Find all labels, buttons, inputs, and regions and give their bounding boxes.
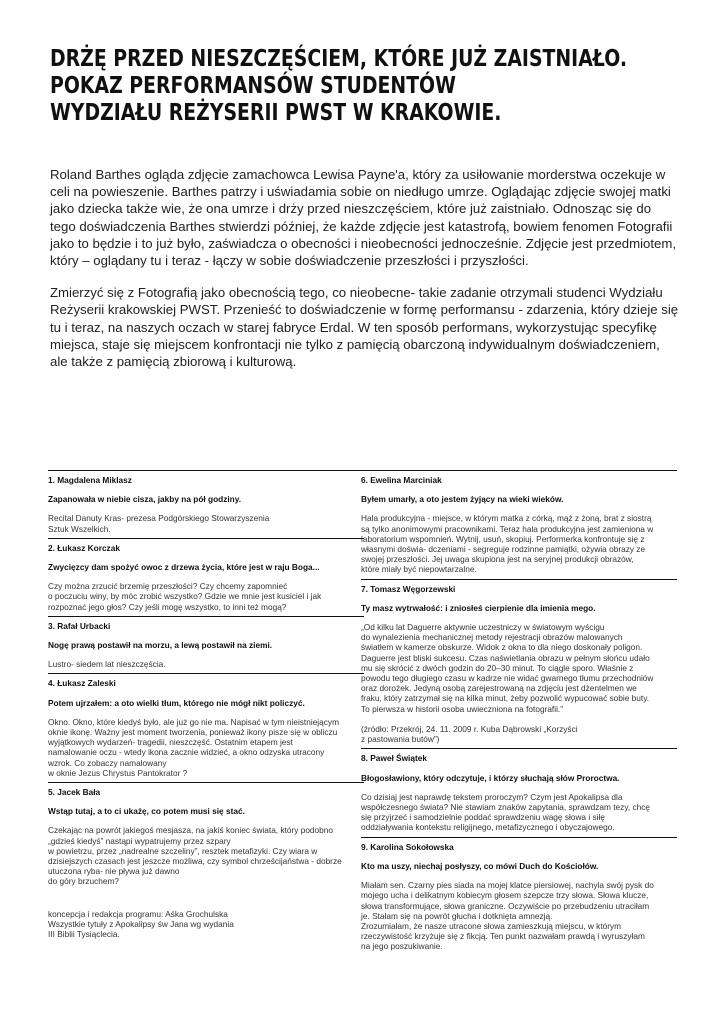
- performer-name: 6. Ewelina Marciniak: [361, 475, 442, 485]
- page-title: [50, 46, 628, 127]
- performer-name: 1. Magdalena Miklasz: [48, 475, 132, 485]
- program-entry: [48, 470, 364, 534]
- intro-paragraph-2: Zmierzyć się z Fotografią jako obecnością tego, co nieobecne- takie zadanie otrzymali studenci Wydziału Reżyserii krakowskiej PWST. Przenieść to doświadczenie w formę performansu - zdarzenia, który dzieje się tu i teraz, na naszych oczach w starej fabryce Erdal. W ten sposób performans, wykorzystując specyfikę miejsca, staje się miejscem konfrontacji nie tylko z pamięcią obarczoną indywidualnym doświadczeniem, ale także z pamięcią zbiorową i kulturową.: [50, 285, 679, 370]
- program-entry: [48, 673, 364, 778]
- program-entry: [361, 470, 677, 575]
- performance-title: Zwycięzcy dam spożyć owoc z drzewa życia, które jest w raju Boga...: [48, 562, 320, 573]
- performance-title: Błogosławiony, który odczytuje, i którzy słuchają słów Proroctwa.: [361, 772, 620, 783]
- performance-title: Ty masz wytrwałość: i zniosłeś cierpienie dla imienia mego.: [361, 602, 596, 613]
- performance-title: Nogę prawą postawił na morzu, a lewą postawił na ziemi.: [48, 640, 273, 651]
- performance-description: Hala produkcyjna - miejsce, w którym matka z córką, mąż z żoną, brat z siostrą są tylko anonimowymi pracownikami. Teraz hala produkcyjna jest zamieniona w laboratorium wspomnień. Wytnij, usuń, skopiuj. Performerka konfrontuje się z własnymi doświa- dczeniami - segreguje rodzinne pamiątki, ożywia obrazy ze swojej przeszłości. Jej uwaga skupiona jest na seryjnej produkcji obrazów, które miały być niepowtarzalne.: [361, 513, 654, 575]
- performance-description: Czekając na powrót jakiegoś mesjasza, na jakiś koniec świata, który podobno „gdzieś kiedyś” nastąpi wypatrujemy przez szpary w powietrzu, przez „nadrealne szczeliny”, resztek metafizyki. Czy wiara w dzisiejszych czasach jest jeszcze możliwa, czy symbol chrześcijaństwa - dobrze utuczona ryba- nie pływa już dawno do góry brzuchem?: [48, 825, 342, 887]
- performer-name: 7. Tomasz Węgorzewski: [361, 583, 456, 594]
- performance-description: „Od kilku lat Daguerre aktywnie uczestniczy w światowym wyścigu do wynalezienia mechanicznej metody rejestracji obrazów malowanych światłem w kamerze obskurze. Widok z okna to dla niego doskonały poligon. Daguerre jest bliski sukcesu. Czas naświetlania obrazu w pełnym słońcu udało mu się skrócić z dwóch godzin do 20–30 minut. To ciągle sporo. Właśnie z powodu tego długiego czasu w kadrze nie widać gwarnego tłumu przechodniów oraz dorożek. Jedyną osobą zarejestrowaną na zdjęciu jest dżentelmen we fraku, który zatrzymał się na kilka minut, żeby pozwolić wypucować sobie buty. To pierwsza w historii osoba uwieczniona na fotografii.” (źródło: Przekrój, 24. 11. 2009 r. Kuba Dąbrowski „Korzyści z pastowania butów”): [361, 622, 654, 745]
- performance-description: Czy można zrzucić brzemię przeszłości? Czy chcemy zapomnieć o poczuciu winy, by móc zrobić wszystko? Gdzie we mnie jest kusiciel i jak rozpoznać jego głos? Czy jeśli mogę wszystko, to inni też mogą?: [48, 581, 322, 612]
- performance-title: Byłem umarły, a oto jestem żyjący na wieki wieków.: [361, 494, 564, 505]
- performer-name: 8. Paweł Świątek: [361, 753, 427, 764]
- title-line-2: POKAZ PERFORMANSÓW STUDENTÓW: [50, 73, 456, 99]
- program-column-left: [48, 470, 364, 939]
- performance-title: Kto ma uszy, niechaj posłyszy, co mówi Duch do Kościołów.: [361, 860, 599, 871]
- program-entry: [48, 616, 364, 670]
- program-entry: [361, 748, 677, 832]
- performance-description: Recital Danuty Kras- prezesa Podgórskiego Stowarzyszenia Sztuk Wszelkich.: [48, 513, 270, 534]
- title-line-1: DRŻĘ PRZED NIESZCZĘŚCIEM, KTÓRE JUŻ ZAISTNIAŁO.: [50, 46, 628, 72]
- performer-name: 9. Karolina Sokołowska: [361, 841, 454, 852]
- program-column-right: [361, 470, 677, 956]
- performance-description: Co dzisiaj jest naprawdę tekstem proroczym? Czym jest Apokalipsa dla współczesnego świata? Nie stawiam znaków zapytania, sprawdzam tezy, chcę się przyjrzeć i samodzielnie poddać sprawdzeniu wagę słowa i siłę oddziaływania kontekstu religijnego, metafizycznego i obyczajowego.: [361, 791, 650, 833]
- intro-section: [50, 166, 680, 385]
- performance-title: Potem ujrzałem: a oto wielki tłum, którego nie mógł nikt policzyć.: [48, 697, 305, 708]
- program-entry: [48, 782, 364, 887]
- program-entry: [361, 837, 677, 952]
- performer-name: 4. Łukasz Zaleski: [48, 678, 116, 689]
- title-line-3: WYDZIAŁU REŻYSERII PWST W KRAKOWIE.: [50, 100, 502, 126]
- intro-paragraph-1: Roland Barthes ogląda zdjęcie zamachowca Lewisa Payne'a, który za usiłowanie morderstwa oczekuje w celi na powieszenie. Barthes patrzy i uświadamia sobie on niedługo umrze. Oglądając zdjęcie swojej matki jako dziecka także wie, że ona umrze i drży przed nieszczęściem, które już zaistniało. Odnosząc się do tego doświadczenia Barthes stwierdzi później, że każde zdjęcie jest katastrofą, bowiem fenomen Fotografii jako to będzie i to już było, zaświadcza o obecności i nieobecności jednocześnie. Zdjęcie jest przedmiotem, który – oglądany tu i teraz - łączy w sobie doświadczenie przeszłości i przyszłości.: [50, 167, 677, 269]
- performer-name: 2. Łukasz Korczak: [48, 542, 120, 553]
- performance-description: Okno. Okno, które kiedyś było, ale już go nie ma. Napisać w tym nieistniejącym oknie ikonę. Ważny jest moment tworzenia, ponieważ ikony pisze się w obliczu wyjątkowych wydarzeń- tragedii, nieszczęść. Ostatnim etapem jest namalowanie oczu - wtedy ikona zacznie widzieć, a okno odzyska utracony wzrok. Co zobaczy namalowany w oknie Jezus Chrystus Pantokrator ?: [48, 716, 339, 778]
- performance-title: Zapanowała w niebie cisza, jakby na pół godziny.: [48, 494, 242, 505]
- program-entry: [48, 538, 364, 612]
- program-entry: [361, 579, 677, 745]
- program-credits: koncepcja i redakcja programu: Aśka Grochulska Wszystkie tytuły z Apokalipsy św Jana wg wydania III Biblii Tysiąclecia.: [48, 908, 234, 940]
- performer-name: 3. Rafał Urbacki: [48, 620, 111, 631]
- performance-title: Wstąp tutaj, a to ci ukażę, co potem musi się stać.: [48, 806, 245, 817]
- performance-description: Miałam sen. Czarny pies siada na mojej klatce piersiowej, nachyla swój pysk do mojego ucha i delikatnym kobiecym głosem szepcze trzy słowa. Słowa klucze, słowa transformujące, słowa graniczne. Oczywiście po przebudzeniu utraciłam je. Stałam się na powrót głucha i dotknięta amnezją. Zrozumiałam, że nasze utracone słowa zamieszkują miejscu, w którym rzeczywistość krzyżuje się z fikcją. Ten punkt nazwałam prawdą i wyruszyłam na jego poszukiwanie.: [361, 880, 654, 952]
- performer-name: 5. Jacek Bała: [48, 787, 101, 798]
- performance-description: Lustro- siedem lat nieszczęścia.: [48, 659, 166, 670]
